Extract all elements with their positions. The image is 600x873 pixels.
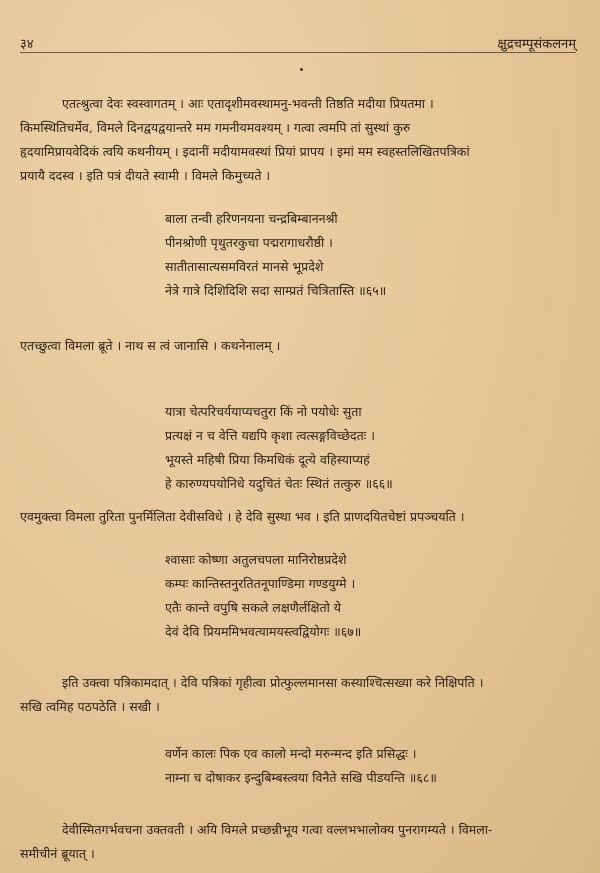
text-line: एतत्श्रुत्वा देवः स्वस्वागतम् । आः एतादृशीमवस्थामनु-भवन्ती तिष्ठति मदीया प्रियतमा । [62, 96, 434, 111]
verse-line: कम्पः कान्तिस्तनुरतितनूपाण्डिमा गण्डयुग्मे । [165, 576, 356, 591]
verse-68 [165, 742, 585, 790]
text-line: देवीस्मितगर्भवचना उक्तवती । अयि विमले प्रच्छन्नीभूय गत्वा वल्लभभालोक्य पुनरागम्यते । विमला- [62, 822, 493, 837]
verse-line: नेत्रे गात्रे दिशिदिशि सदा साम्प्रतं चित्रितास्ति ॥६५॥ [165, 283, 387, 298]
verse-line: पीनश्रोणी पृथुतरकुचा पद्मरागाधरौष्ठी । [165, 235, 333, 250]
page-number: ३४ [20, 37, 34, 52]
text-line: किमस्थितिचर्मेव, विमले दिनद्वयद्वयान्तरे मम गमनीयमवश्यम् । गत्वा त्वमपि तां सुस्थां कुरु [20, 120, 411, 135]
text-line: प्रयायै ददस्व । इति पत्रं दीयते स्वामी । विमले किमुच्यते । [20, 168, 271, 183]
paragraph-1 [20, 92, 578, 188]
verse-line: वर्णेन कालः पिक एव कालो मन्दो मरुन्मन्द इति प्रसिद्धः । [165, 746, 417, 761]
paragraph-5 [20, 818, 578, 866]
text-line: हृदयामिप्रायवेदिकं त्वयि कथनीयम् । इदानीं मदीयामवस्थां प्रियां प्रापय । इमां मम स्वहस्तलिखितपत्रिकां [20, 144, 470, 159]
text-line: इति उक्त्वा पत्रिकामदात् । देवि पत्रिकां गृहीत्वा प्रोत्फुल्लमानसा कस्याश्चित्सख्या करे निक्षिपति । [62, 675, 484, 690]
paragraph-3 [20, 505, 578, 529]
running-title: क्षुद्रचम्पूसंकलनम् [497, 37, 576, 52]
verse-line: एतैः कान्ते वपुषि सकले लक्षणैर्लक्षितो ये [165, 600, 342, 615]
verse-66 [165, 400, 585, 496]
verse-67 [165, 548, 585, 644]
text-line: एवमुक्त्वा विमला तुरिता पुनर्मिलिता देवीसविधे । हे देवि सुस्था भव । इति प्राणदयितचेष्टां प्रपञ्चयति । [20, 509, 465, 524]
text-line: एतच्छुत्वा विमला ब्रूते । नाथ स त्वं जानासि । कथनेनालम् । [20, 338, 281, 353]
verse-line: देवं देवि प्रियममिभवत्यामयस्त्वद्वियोगः ॥६७॥ [165, 624, 362, 639]
verse-line: नाम्ना च दोषाकर इन्दुबिम्बस्त्वया विनैते सखि पीडयन्ति ॥६८॥ [165, 770, 437, 785]
text-line: सखि त्वमिह पठपठेति । सखी । [20, 699, 160, 714]
verse-line: भूयस्ते महिषी प्रिया किमधिकं दूत्ये वहिस्याप्यहं [165, 452, 370, 467]
verse-line: यात्रा चेत्परिचर्ययाप्यचतुरा किं नो पयोधेः सुता [165, 404, 362, 419]
verse-65 [165, 207, 585, 303]
verse-line: सातीतासात्यसमविरतं मानसे भूप्रदेशे [165, 259, 324, 274]
verse-line: प्रत्यक्षं न च वेत्ति यद्यपि कृशा त्वत्सङ्गविच्छेदतः । [165, 428, 376, 443]
verse-line: हे कारुण्यपयोनिधे यदुचितं चेतः स्थितं तत्कुरु ॥६६॥ [165, 476, 393, 491]
text-line: समीचीनं ब्रूयात् । [20, 846, 95, 861]
verse-line: श्वासाः कोष्णा अतुलचपला मानिरोष्ठप्रदेशे [165, 552, 347, 567]
verse-line: बाला तन्वी हरिणनयना चन्द्रबिम्बाननश्री [165, 211, 338, 226]
paragraph-4 [20, 671, 578, 719]
header-rule [20, 52, 576, 53]
ornament-dot [300, 68, 303, 71]
paragraph-2 [20, 334, 578, 358]
